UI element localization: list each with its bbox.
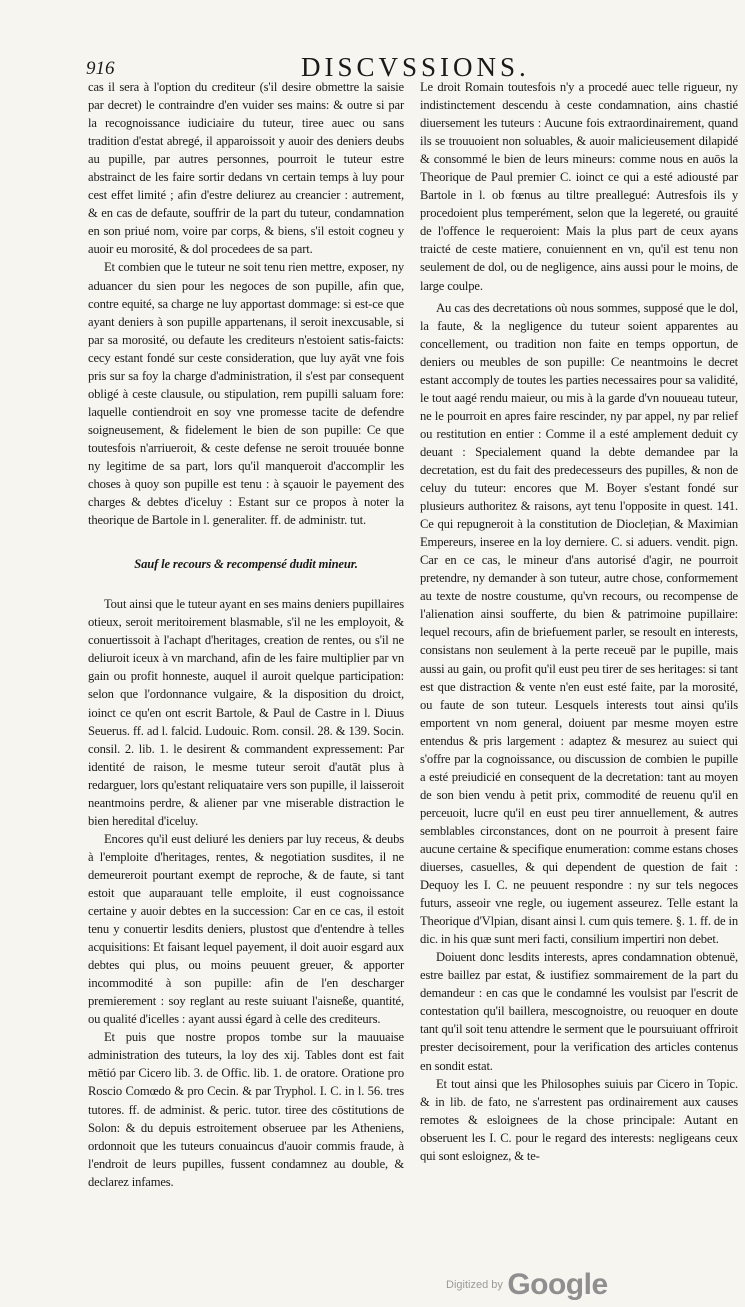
left-paragraph-2: Et combien que le tuteur ne soit tenu rien mettre, exposer, ny aduancer du sien pour les negoces de son pupille, afin que, contre equité, sa charge ne luy apportast dommage: si est-ce que ayant deniers à son pupille appartenans, il seroit inexcusable, si par sa morosité, ou defaute les crediteurs n'estoient satis-faicts: cecy estant fondé sur ceste consideration, que luy ayāt vne fois pris sur sa foy la charge d'administration, il s'est par consequent obligé à ceste clausule, ou stipulation, rem pupilli saluam fore: laquelle contiendroit en soy vne promesse tacite de defendre soigneusement, & fidelement le bien de son pupille: Ce que toutesfois n'arriueroit, & ceste defense ne seroit trouuée bonne ny legitime de sa part, lors qu'il manqueroit d'accomplir les choses à quoy son pupille est tenu : à sçauoir le payement des charges & debtes d'iceluy : Estant sur ce propos à noter la theorique de Bartole in l. generaliter. ff. de administr. tut. <box>88 260 404 528</box>
right-paragraph-3: Doiuent donc lesdits interests, apres condamnation obtenuë, estre baillez par estat, & iustifiez sommairement de la part du demandeur : en cas que le condamné les voulsist par l'escrit de contestation qu'il baillera, mescognoistre, ou reuoquer en doute tant qu'il soit tenu attendre le serment que le poursuiuant offriroit prester decisoirement, pour la verification des articles contenus en sondit estat. <box>420 950 738 1073</box>
page-number: 916 <box>86 58 115 79</box>
right-paragraph-1: Le droit Romain toutesfois n'y a procedé auec telle rigueur, ny indistinctement descendu à ceste condamnation, ains chastié diuersement les tuteurs : Aucune fois extraordinairement, quand ils se trouuoient non soluables, & auoir malicieusement dilapidé & consommé le bien de leurs mineurs: comme nous en auōs la Theorique de Paul premier C. ioinct ce qui a esté adiousté par Bartole in l. ob fœnus au tiltre preallegué: Autresfois ils y procedoient plus temperément, selon que la legereté, ou grauité de l'offence le requeroient: Mais la plus part de ceux ayans traicté de ceste matiere, conuiennent en vn, qu'il est tenu non seulement de dol, ou de negligence, ains aussi pour le moins, de large coulpe. <box>420 80 738 293</box>
running-title: DISCVSSIONS. <box>301 52 530 82</box>
digitized-watermark <box>446 1268 608 1302</box>
google-logo: Google <box>507 1268 608 1301</box>
left-paragraph-5: Et puis que nostre propos tombe sur la mauuaise administration des tuteurs, la loy des xij. Tables dont est fait mētió par Cicero lib. 3. de Offic. lib. 1. de oratore. Oratione pro Roscio Comœdo & pro Cecin. & par Tryphol. I. C. in l. 56. tres tutores. ff. de administ. & peric. tutor. tiree des cōstitutions de Solon: & du depuis estroitement obseruee par les Atheniens, ordonnoit que les tuteurs conuaincus d'auoir commis fraude, à l'endroit de leurs pupilles, fussent condamnez au double, & declarez infames. <box>88 1030 404 1189</box>
left-paragraph-3: Tout ainsi que le tuteur ayant en ses mains deniers pupillaires otieux, seroit meritoirement blasmable, s'il ne les employoit, & conuertissoit à l'achapt d'heritages, creation de rentes, ou s'il ne deliuroit iceux à vn marchand, afin de les faire multiplier par vn gain ou profit honneste, auquel il auroit quelque participation: selon que l'ordonnance vulgaire, & la disposition du droict, ioinct ce qu'en ont escrit Bartole, & Paul de Castre in l. Diuus Seuerus. ff. ad l. falcid. Ludouic. Rom. consil. 28. & 139. Socin. consil. 2. lib. 1. le desirent & commandent expressement: Par identité de raison, le mesme tuteur seroit d'autāt plus à redarguer, lors qu'estant reliquataire vers son pupille, il laisseroit neantmoins perdre, & aliener par vne miserable distraction le bien heredital d'iceluy. <box>88 597 404 828</box>
section-subheading: Sauf le recours & recompensé dudit mineur. <box>134 557 358 572</box>
left-column <box>88 78 404 1191</box>
left-paragraph-1: cas il sera à l'option du crediteur (s'il desire obmettre la saisie par decret) le contraindre d'en vuider ses mains: & outre si par la recognoissance iudiciaire du tuteur, tiree auec ou sans tradition d'estat abregé, il apparoissoit y auoir des deniers deubs au pupille, par autres personnes, pourroit le tuteur estre abstrainct de les faire sortir dedans vn certain temps à luy pour cest effet limité ; afin d'estre deliurez au creancier : autrement, & en cas de defaute, souffrir de la part du tuteur, condamnation en son priué nom, voire par corps, & biens, s'il estoit cogneu y auoir eu morosité, & dol procedees de sa part. <box>88 80 404 257</box>
left-paragraph-4: Encores qu'il eust deliuré les deniers par luy receus, & deubs à l'emploite d'heritages, rentes, & negotiation susdites, il ne demeureroit pourtant exempt de reproche, & de faute, si tant estoit que auparauant telle emploite, il eust cognoissance certaine y auoir debtes en la succession: Car en ce cas, il estoit tenu y conuertir lesdits deniers, plustost que d'entendre à telles acquisitions: Et faisant lequel payement, il doit auoir esgard aux debtes qui plus, ou moins peuuent greuer, & apporter incommodité à son pupille: afin de l'en descharger premierement : soy reglant au reste suiuant l'aisneße, quantité, ou qualité d'icelles : ayant aussi égard à celle des crediteurs. <box>88 831 404 1027</box>
digitized-label: Digitized by <box>446 1279 503 1291</box>
right-paragraph-4: Et tout ainsi que les Philosophes suiuis par Cicero in Topic. & in lib. de fato, ne s'arrestent pas ordinairement aux causes remotes & esloignees de la chose principale: Autant en obseruent les I. C. pour le regard des interests: negligeans ceux qui sont esloignez, & te- <box>420 1076 738 1163</box>
right-column <box>420 78 738 1165</box>
right-paragraph-2: Au cas des decretations où nous sommes, supposé que le dol, la faute, & la negligence du tuteur soient apparentes au concellement, ou tradition non faite en temps opportun, de deniers ou meubles de son pupille: Ce neantmoins le decret estant accomply de toutes les parties necessaires pour sa validité, le tout aagé rendu maieur, ou mis à la garde d'vn nouueau tuteur, ne le pourroit en apres faire rescinder, ny par appel, ny par relief ou restitution en entier : Comme il a esté amplement deduit cy deuant : Specialement quand la debte demandee par la decretation, est du fait des predecesseurs des pupilles, & non de celuy du tuteur: encores que M. Boyer s'estant fondé sur plusieurs authoritez & raisons, ayt tenu l'opposite in quest. 141. Ce qui repugneroit à la constitution de Dioclețian, & Maximian Empereurs, inseree en la loy derniere. C. si aduers. vendit. pign. Car en ce cas, le mineur d'ans autorisé d'agir, ne pourroit pretendre, ny demander à son tuteur, autre chose, conformement au texte de nostre coustume, qu'vn recours, ou recompense de l'alienation ainsi soufferte, du bien & patrimoine pupillaire: lequel recours, afin de briefuement parler, se resoult en interests, consistans non seulement à la perte receuë par le pupille, mais aussi au gain, ou profit qu'il eust peu tirer de ses heritages: si tant est que distraction & vente n'en eust esté faite, par la morosité, ou faute de son tuteur. Lesquels interests tout ainsi qu'ils emportent vn nom general, doiuent par mesme moyen estre entendus & pris largement : adaptez & mesurez au suiect qui s'offre par la cognoissance, ou discussion de combien le pupille a esté preiudicié en consequent de la decretation: tant au moyen de son bien vendu à petit prix, commodité de reuenu qu'il en perceuoit, lucre qu'il en eust peu tirer annuellement, & autres semblables circonstances, dont on ne pourroit à present faire aucune certaine & specifique enumeration: comme estans choses diuerses, casuelles, & qui dependent de question de fait : Dequoy les I. C. ne peuuent respondre : ny sur tels negoces futurs, asseoir vne regle, ou iugement asseurez. Telle estant la Theorique d'Vlpian, disant ainsi l. cum quis temere. §. 1. ff. de in dic. in his quæ sunt meri facti, consilium impertiri non debet. <box>420 300 738 947</box>
